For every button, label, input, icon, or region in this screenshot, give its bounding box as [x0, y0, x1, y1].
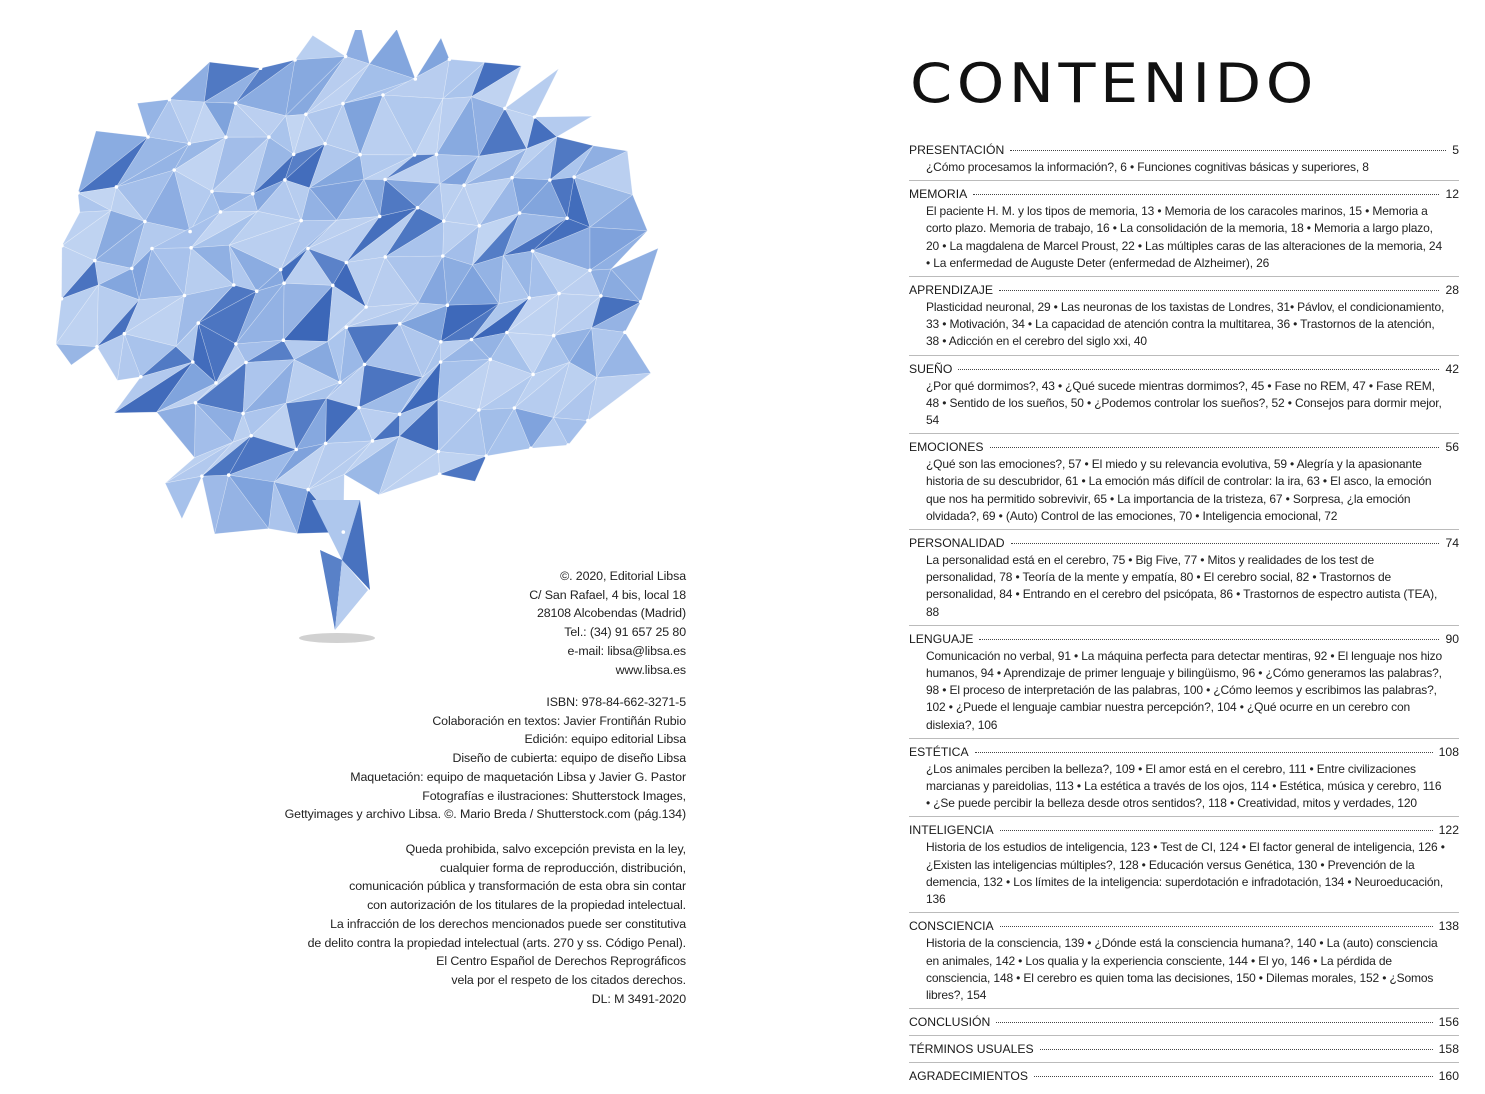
brain-facet [157, 403, 196, 458]
brain-node [172, 168, 176, 172]
credit-line: Maquetación: equipo de maquetación Libsa y Javier G. Pastor [350, 769, 686, 784]
brain-node [384, 255, 388, 259]
brain-node [123, 332, 127, 336]
brain-facet [56, 344, 97, 365]
dot-leader [975, 752, 1433, 753]
credit-line: Diseño de cubierta: equipo de diseño Libsa [452, 751, 686, 766]
toc-entry-label: CONSCIENCIA [909, 919, 994, 934]
brain-node [60, 244, 64, 248]
legal-line: DL: M 3491-2020 [591, 991, 686, 1006]
brain-node [183, 294, 187, 298]
toc-entry-page: 122 [1438, 823, 1459, 838]
dot-leader [1000, 830, 1433, 831]
brain-facet [295, 35, 346, 60]
brain-node [200, 474, 204, 478]
dot-leader [973, 194, 1439, 195]
address-line: www.libsa.es [615, 662, 686, 677]
brain-node [438, 472, 442, 476]
toc-entry-description: Comunicación no verbal, 91 • La máquina perfecta para detectar mentiras, 92 • El lenguaje nos hizo humanos, 94 • Aprendizaje de primer lenguaje y bilingüismo, 96 • ¿Cómo generamos las palabras?, 98 • El proceso de interpretación de las palabras, 100 • ¿Cómo leemos y escribimos las palabras?, 102 • ¿Puede el lenguaje cambiar nuestra percepción?, 104 • ¿Qué ocurre en un cerebro con dislexia?, 106 [926, 648, 1443, 732]
brain-node [188, 142, 192, 146]
brain-node [477, 408, 481, 412]
toc-entry[interactable] [909, 535, 1459, 626]
brain-node [381, 93, 385, 97]
toc-entry[interactable] [909, 918, 1459, 1009]
brain-node [282, 281, 286, 285]
toc-entry[interactable] [909, 1014, 1459, 1036]
brain-node [234, 342, 238, 346]
brain-node [282, 338, 286, 342]
credit-line: Edición: equipo editorial Libsa [524, 732, 686, 747]
brain-node [586, 419, 590, 423]
brain-node [130, 267, 134, 271]
toc-entry[interactable] [909, 439, 1459, 530]
toc-entry-page: 56 [1445, 440, 1459, 455]
book-credits [285, 693, 686, 824]
brain-node [439, 360, 443, 364]
toc-entry-label: PERSONALIDAD [909, 536, 1005, 551]
credit-line: Gettyimages y archivo Libsa. ©. Mario Breda / Shutterstock.com (pág.134) [284, 807, 686, 822]
legal-line: La infracción de los derechos mencionados puede ser constitutiva [330, 916, 686, 931]
brain-node [599, 294, 603, 298]
toc-entry[interactable] [909, 631, 1459, 739]
toc-entry-page: 12 [1445, 187, 1459, 202]
brain-node [484, 454, 488, 458]
dot-leader [1010, 150, 1446, 151]
toc-entry[interactable] [909, 361, 1459, 435]
brain-node [383, 178, 387, 182]
brain-node [435, 153, 439, 157]
brain-node [210, 190, 214, 194]
brain-polygons [56, 30, 658, 534]
toc-entry-page: 28 [1445, 283, 1459, 298]
toc-entry[interactable] [909, 744, 1459, 818]
brain-node [304, 113, 308, 117]
toc-entry-label: PRESENTACIÓN [909, 143, 1005, 157]
publisher-address [529, 567, 686, 679]
brain-node [441, 254, 445, 258]
legal-notice [308, 840, 686, 1008]
toc-entry-page: 5 [1452, 143, 1459, 157]
brain-facet [165, 476, 202, 519]
toc-entry-label: MEMORIA [909, 187, 968, 202]
toc-entry-heading [909, 439, 1459, 456]
toc-entry-heading [909, 918, 1459, 935]
brain-node [363, 363, 367, 367]
toc-entry-heading [909, 282, 1459, 299]
brain-node [241, 412, 245, 416]
brain-node [323, 142, 327, 146]
toc-entry-heading [909, 535, 1459, 552]
dot-leader [996, 1022, 1432, 1023]
toc-entry-label: INTELIGENCIA [909, 823, 994, 838]
brain-node [188, 230, 192, 234]
toc-entry-label: CONCLUSIÓN [909, 1015, 991, 1030]
brain-node [251, 192, 255, 196]
brain-node [442, 219, 446, 223]
brain-node [531, 249, 535, 253]
toc-entry-heading [909, 1014, 1459, 1031]
brain-node [448, 58, 452, 62]
toc-entry[interactable] [909, 142, 1459, 181]
brain-node [267, 135, 271, 139]
credit-line: Colaboración en textos: Javier Frontiñán Rubio [432, 713, 686, 728]
brain-node [324, 442, 328, 446]
brain-node [191, 360, 195, 364]
toc-title: CONTENIDO [910, 52, 1318, 115]
brain-node [306, 488, 310, 492]
toc-entry-description: Plasticidad neuronal, 29 • Las neuronas de los taxistas de Londres, 31• Pávlov, el condicionamiento, 33 • Motivación, 34 • La capacidad de atención contra la multitarea, 36 • Trastornos de la atención, 38 • Adicción en el cerebro del siglo xxi, 40 [926, 300, 1445, 349]
brain-node [345, 261, 349, 265]
toc-entry-heading [909, 142, 1459, 159]
toc-entry-label: ESTÉTICA [909, 744, 969, 759]
brain-node [168, 98, 172, 102]
legal-line: comunicación pública y transformación de esta obra sin contar [349, 879, 686, 894]
toc-entry-page: 42 [1445, 361, 1459, 376]
address-line: Tel.: (34) 91 657 25 80 [564, 625, 686, 640]
address-line: e-mail: libsa@libsa.es [567, 643, 686, 658]
toc-entry[interactable] [909, 186, 1459, 277]
brain-node [227, 473, 231, 477]
brain-node [115, 185, 119, 189]
brain-node [249, 434, 253, 438]
brain-node [214, 381, 218, 385]
brain-node [197, 321, 201, 325]
toc-entry[interactable] [909, 822, 1459, 913]
brain-node [364, 305, 368, 309]
toc-entry-page: 160 [1438, 1069, 1459, 1084]
toc-entry-page: 156 [1438, 1015, 1459, 1030]
brain-node [531, 373, 535, 377]
brain-node [478, 224, 482, 228]
brain-node [378, 215, 382, 219]
brain-node [510, 176, 514, 180]
toc-entry-label: AGRADECIMIENTOS [909, 1069, 1028, 1084]
brain-node [345, 325, 349, 329]
brain-node [60, 297, 64, 301]
toc-entry-page: 158 [1438, 1042, 1459, 1057]
toc-entry-label: TÉRMINOS USUALES [909, 1042, 1034, 1057]
toc-entry-label: LENGUAJE [909, 631, 974, 646]
brain-node [234, 101, 238, 105]
toc-entry-heading [909, 186, 1459, 203]
low-poly-brain-illustration [50, 30, 690, 660]
toc-entry-heading [909, 1068, 1459, 1085]
brain-node [439, 340, 443, 344]
brain-node [224, 135, 228, 139]
toc-entry-page: 90 [1445, 631, 1459, 646]
dot-leader [990, 447, 1440, 448]
brain-node [639, 300, 643, 304]
brain-node [588, 269, 592, 273]
brain-node [446, 303, 450, 307]
brain-node [358, 153, 362, 157]
toc-entry-description: Historia de la consciencia, 139 • ¿Dónde está la consciencia humana?, 140 • La (auto) consciencia en animales, 142 • Los qualia y la experiencia consciente, 144 • El yo, 146 • La pérdida de consciencia, 148 • El cerebro es quien toma las decisiones, 150 • Dilemas morales, 152 • ¿Somos libres?, 154 [926, 936, 1438, 1002]
toc-entry-heading [909, 822, 1459, 839]
brain-node [139, 375, 143, 379]
brain-node [219, 210, 223, 214]
brain-node [437, 450, 441, 454]
dot-leader [999, 290, 1439, 291]
toc-entry-description: ¿Cómo procesamos la información?, 6 • Funciones cognitivas básicas y superiores, 8 [926, 160, 1369, 174]
brain-node [548, 178, 552, 182]
brain-node [505, 331, 509, 335]
legal-line: El Centro Español de Derechos Reprográficos [436, 954, 686, 969]
brain-shadow [299, 633, 375, 643]
address-line: C/ San Rafael, 4 bis, local 18 [529, 587, 686, 602]
toc-entry-description: ¿Los animales perciben la belleza?, 109 • El amor está en el cerebro, 111 • Entre civilizaciones marcianas y pareidolias, 113 • La estética a través de los ojos, 114 • Estética, música y cerebro, 116 • ¿Se puede percibir la belleza desde otros sentidos?, 118 • Creatividad, mitos y verdades, 120 [926, 761, 1442, 811]
brain-node [150, 247, 154, 251]
toc-entry-heading [909, 631, 1459, 648]
brain-node [344, 55, 348, 59]
brain-facet [169, 62, 209, 102]
brain-node [293, 58, 297, 62]
toc-entry-label: SUEÑO [909, 361, 953, 376]
toc-entry-label: EMOCIONES [909, 440, 984, 455]
toc-entry-description: ¿Qué son las emociones?, 57 • El miedo y su relevancia evolutiva, 59 • Alegría y la apasionante historia de su descubridor, 61 • La emoción más difícil de controlar: la ira, 63 • El asco, la emoción que nos ha permitido sobrevivir, 65 • La importancia de la tristeza, 67 • Sorpresa, ¿la emoción olvidada?, 69 • (Auto) Control de las emociones, 70 • Inteligencia emocional, 72 [926, 457, 1432, 523]
brain-node [413, 153, 417, 157]
legal-line: vela por el respeto de los citados derechos. [451, 972, 686, 987]
brain-node [194, 401, 198, 405]
brain-node [414, 77, 418, 81]
brain-node [557, 292, 561, 296]
toc-entry-page: 74 [1445, 536, 1459, 551]
credit-line: ISBN: 978-84-662-3271-5 [546, 695, 686, 709]
brain-node [527, 296, 531, 300]
brain-node [503, 107, 507, 111]
brain-node [306, 247, 310, 251]
brain-node [341, 102, 345, 106]
brain-node [533, 115, 537, 119]
brain-node [338, 381, 342, 385]
toc-entry-heading [909, 1041, 1459, 1058]
brain-node [623, 331, 627, 335]
dot-leader [1000, 926, 1433, 927]
brain-node [416, 206, 420, 210]
brain-node [244, 361, 248, 365]
brain-node [143, 220, 147, 224]
brain-node [518, 211, 522, 215]
right-page [742, 0, 1485, 1084]
toc-entry[interactable] [909, 1041, 1459, 1063]
toc-entry-description: El paciente H. M. y los tipos de memoria, 13 • Memoria de los caracoles marinos, 15 • Memoria a corto plazo. Memoria de trabajo, 16 • La consolidación de la memoria, 18 • Memoria a largo plazo, 20 • La magdalena de Marcel Proust, 22 • Las múltiples caras de las alteraciones de la memoria, 24 • La enfermedad de Auguste Deter (enfermedad de Alzheimer), 26 [926, 204, 1442, 270]
toc-entry-description: Historia de los estudios de inteligencia, 123 • Test de CI, 124 • El factor general de inteligencia, 126 • ¿Existen las inteligencias múltiples?, 128 • Educación versus Genética, 130 • Prevención de la demencia, 132 • Los límites de la inteligencia: superdotación e infradotación, 134 • Neuroeducación, 136 [926, 840, 1445, 907]
toc-entry-label: APRENDIZAJE [909, 283, 993, 298]
brain-node [489, 358, 493, 362]
toc-entry[interactable] [909, 282, 1459, 356]
legal-line: Queda prohibida, salvo excepción prevista en la ley, [405, 842, 686, 856]
credit-line: Fotografías e ilustraciones: Shutterstock Images, [422, 788, 686, 803]
brain-node [566, 443, 570, 447]
toc-entry[interactable] [909, 1068, 1459, 1089]
brain-node [292, 153, 296, 157]
brain-node [529, 447, 533, 451]
brain-node [93, 259, 97, 263]
brain-node [146, 135, 150, 139]
dot-leader [1040, 1049, 1433, 1050]
brain-node [259, 66, 263, 70]
address-line: 28108 Alcobendas (Madrid) [536, 606, 686, 621]
brain-node [470, 338, 474, 342]
table-of-contents [909, 142, 1459, 1094]
brain-node [279, 268, 283, 272]
brain-node [552, 334, 556, 338]
legal-line: de delito contra la propiedad intelectual (arts. 270 y ss. Código Penal). [307, 935, 686, 950]
toc-entry-heading [909, 744, 1459, 761]
left-page [0, 0, 742, 1004]
brain-node [283, 178, 287, 182]
brain-node [398, 412, 402, 416]
legal-line: con autorización de los titulares de la propiedad intelectual. [367, 898, 686, 913]
brain-node [342, 530, 346, 534]
legal-line: cualquier forma de reproducción, distribución, [439, 860, 686, 875]
toc-entry-page: 108 [1438, 744, 1459, 759]
toc-entry-description: ¿Por qué dormimos?, 43 • ¿Qué sucede mientras dormimos?, 45 • Fase no REM, 47 • Fase REM, 48 • Sentido de los sueños, 50 • ¿Podemos controlar los sueños?, 52 • Consejos para dormir mejor, 54 [926, 378, 1442, 428]
brain-node [255, 289, 259, 293]
brain-node [565, 216, 569, 220]
brain-node [294, 448, 298, 452]
brain-node [331, 284, 335, 288]
dot-leader [958, 369, 1439, 370]
brain-node [189, 246, 193, 250]
toc-entry-heading [909, 361, 1459, 378]
brain-node [371, 439, 375, 443]
brain-node [76, 191, 80, 195]
brain-node [299, 219, 303, 223]
address-line: ©. 2020, Editorial Libsa [560, 569, 686, 583]
brain-node [513, 406, 517, 410]
brain-node [95, 345, 99, 349]
brain-node [232, 283, 236, 287]
toc-entry-page: 138 [1438, 919, 1459, 934]
brain-node [572, 175, 576, 179]
brain-node [462, 183, 466, 187]
brain-facet [588, 373, 651, 420]
dot-leader [1011, 543, 1440, 544]
brain-node [398, 322, 402, 326]
dot-leader [1034, 1076, 1433, 1077]
brain-node [357, 406, 361, 410]
toc-entry-description: La personalidad está en el cerebro, 75 • Big Five, 77 • Mitos y realidades de los test de personalidad, 78 • Teoría de la mente y empatía, 80 • El cerebro social, 82 • Trastornos de personalidad, 84 • Entrando en el cerebro del psicópata, 86 • Trastornos de espectro autista (TEA), 88 [926, 553, 1438, 619]
dot-leader [979, 639, 1439, 640]
